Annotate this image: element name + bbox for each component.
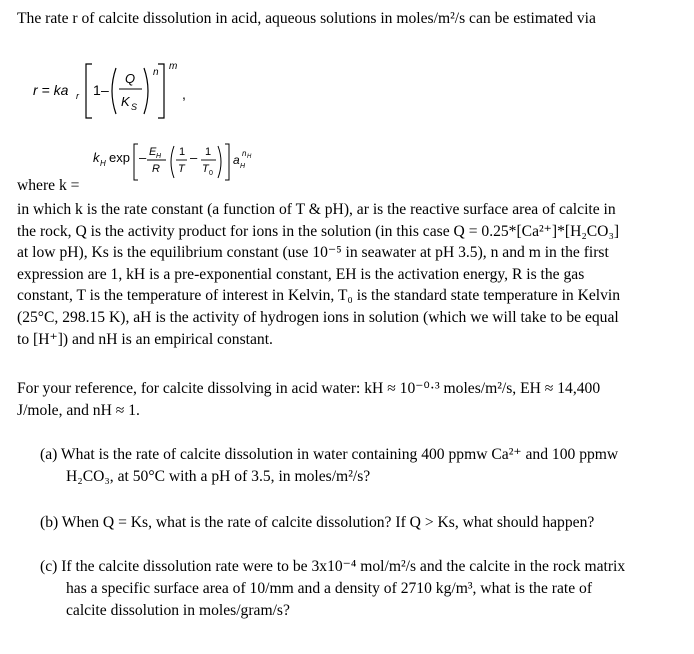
definition-line: the rock, Q is the activity product for ions in the solution (in this case Q = 0.25*[Ca²⁺]*[H₂CO₃] [17,222,620,240]
eq1-outer-bracket-right [158,64,164,118]
rate-equation [30,56,220,120]
question-a-line: H₂CO₃, at 50°C with a pH of 3.5, in moles/m²/s? [66,468,371,485]
question-c-line: (c) If the calcite dissolution rate were to be 3x10⁻⁴ mol/m²/s and the calcite in the rock matrix [40,558,626,575]
definition-line: to [H⁺]) and nH is an empirical constant. [17,330,273,348]
definition-line: at low pH), Ks is the equilibrium constant (use 10⁻⁵ in seawater at pH 3.5), n and m in the first [17,244,609,262]
eq2-minus-2: – [190,150,198,165]
rate-constant-equation [90,140,280,184]
where-k-label: where k = [17,177,80,194]
question-a [40,444,680,488]
reference-line: For your reference, for calcite dissolving in acid water: kH ≈ 10⁻⁰·³ moles/m²/s, EH ≈ 14,400 [17,380,601,397]
definition-line: expression are 1, kH is a pre-exponential constant, EH is the activation energy, R is the gas [17,265,585,283]
question-c [40,556,680,622]
definition-line: constant, T is the temperature of interest in Kelvin, T₀ is the standard state temperature in Kelvin [17,287,621,305]
eq2-kh-sub: H [100,159,106,168]
reference-line: J/mole, and nH ≈ 1. [17,401,140,419]
eq2-one-a: 1 [179,146,186,158]
eq1-paren-left [112,68,116,114]
definition-line: in which k is the rate constant (a function of T & pH), ar is the reactive surface area of calcite in [17,201,616,218]
eq2-t0-sub: 0 [209,170,213,177]
eq2-a: a [233,153,240,167]
eq1-paren-right [144,68,148,114]
eq2-exp: exp [109,150,130,165]
question-c-line: calcite dissolution in moles/gram/s? [66,602,290,619]
eq2-eh: E [149,146,157,158]
eq2-nh-sub: H [247,154,252,160]
eq1-lhs-sub: r [76,91,79,101]
eq1-comma: , [182,86,186,102]
eq2-paren-left [171,146,174,178]
question-a-line: (a) What is the rate of calcite dissolution in water containing 400 ppmw Ca²⁺ and 100 ppmw [40,446,619,463]
question-c-line: has a specific surface area of 10/mm and a density of 2710 kg/m³, what is the rate of [66,580,593,597]
eq2-minus: – [139,150,147,165]
eq1-exponent-m: m [169,61,178,72]
eq1-minus: – [101,82,109,98]
reference-paragraph [17,378,677,421]
eq1-lhs: r = ka [33,82,69,98]
eq2-a-sub: H [240,163,246,170]
eq1-denominator-sub: S [131,102,138,112]
eq1-numerator: Q [125,71,136,86]
eq2-t0: T [202,163,209,175]
eq1-exponent-n: n [153,67,159,78]
eq1-denominator: K [121,94,130,109]
eq2-nh: n [242,149,247,158]
eq2-bracket-right [225,144,229,180]
eq2-kh: k [93,150,100,165]
eq2-paren-right [218,146,221,178]
intro-text: The rate r of calcite dissolution in acid, aqueous solutions in moles/m²/s can be estimated via [17,10,596,27]
question-b-line: (b) When Q = Ks, what is the rate of calcite dissolution? If Q > Ks, what should happen? [40,514,595,531]
eq1-one: 1 [93,82,101,98]
eq2-eh-sub: H [156,153,162,160]
eq2-t: T [178,163,185,175]
eq1-outer-bracket-left [86,64,92,118]
eq2-r: R [152,163,160,175]
definition-line: (25°C, 298.15 K), aH is the activity of hydrogen ions in solution (which we will take to be equal [17,308,619,326]
definitions-paragraph [17,199,677,350]
question-b [40,512,680,534]
eq2-one-b: 1 [205,146,212,158]
eq2-bracket-left [134,144,138,180]
